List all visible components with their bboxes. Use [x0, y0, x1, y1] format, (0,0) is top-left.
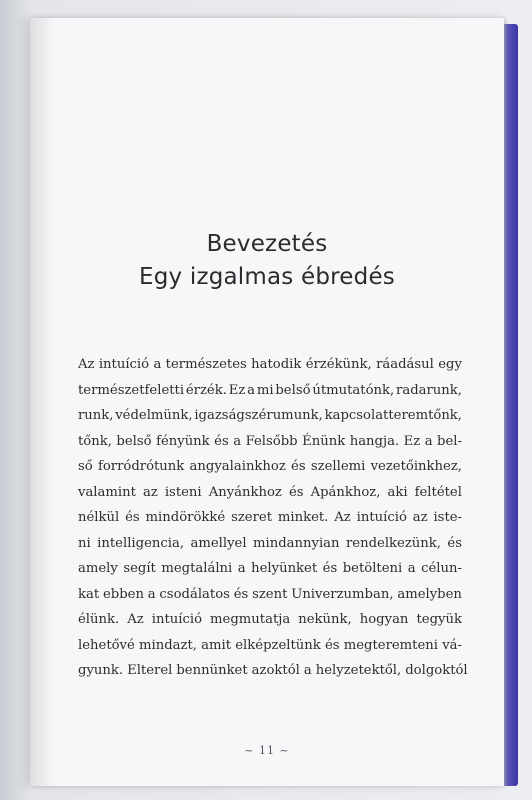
text-line: kat ebben a csodálatos és szent Univerzumban, amelyben: [78, 586, 462, 602]
chapter-heading-line-1: Bevezetés: [206, 231, 328, 257]
text-line: amely segít megtalálni a helyünket és betölteni a célun-: [78, 561, 462, 576]
text-line: lehetővé mindazt, amit elképzeltünk és megteremteni vá-: [78, 637, 462, 653]
text-line: valamint az isteni Anyánkhoz és Apánkhoz, aki feltétel: [78, 484, 462, 500]
text-line: élünk. Az intuíció megmutatja nekünk, hogyan tegyük: [78, 612, 462, 627]
page-number: ~ 11 ~: [244, 744, 290, 757]
text-line: nélkül és mindörökké szeret minket. Az intuíció az iste-: [78, 510, 462, 525]
book-page: [30, 18, 504, 786]
text-line: Az intuíció a természetes hatodik érzékünk, ráadásul egy: [78, 357, 462, 372]
text-line: runk, védelmünk, igazságszérumunk, kapcsolatteremtőnk,: [78, 408, 462, 423]
page-gutter-shadow: [30, 18, 54, 786]
text-line: természetfeletti érzék. Ez a mi belső útmutatónk, radarunk,: [78, 382, 462, 398]
text-line: ső forródrótunk angyalainkhoz és szellemi vezetőinkhez,: [78, 459, 462, 474]
body-paragraph: [78, 352, 468, 684]
chapter-heading-line-2: Egy izgalmas ébredés: [139, 264, 395, 290]
text-line: gyunk. Elterel bennünket azoktól a helyzetektől, dolgoktól: [78, 663, 468, 678]
text-line: tőnk, belső fényünk és a Felsőbb Énünk hangja. Ez a bel-: [78, 433, 462, 449]
text-line: ni intelligencia, amellyel mindannyian rendelkezünk, és: [78, 535, 462, 551]
chapter-heading: [30, 228, 504, 294]
